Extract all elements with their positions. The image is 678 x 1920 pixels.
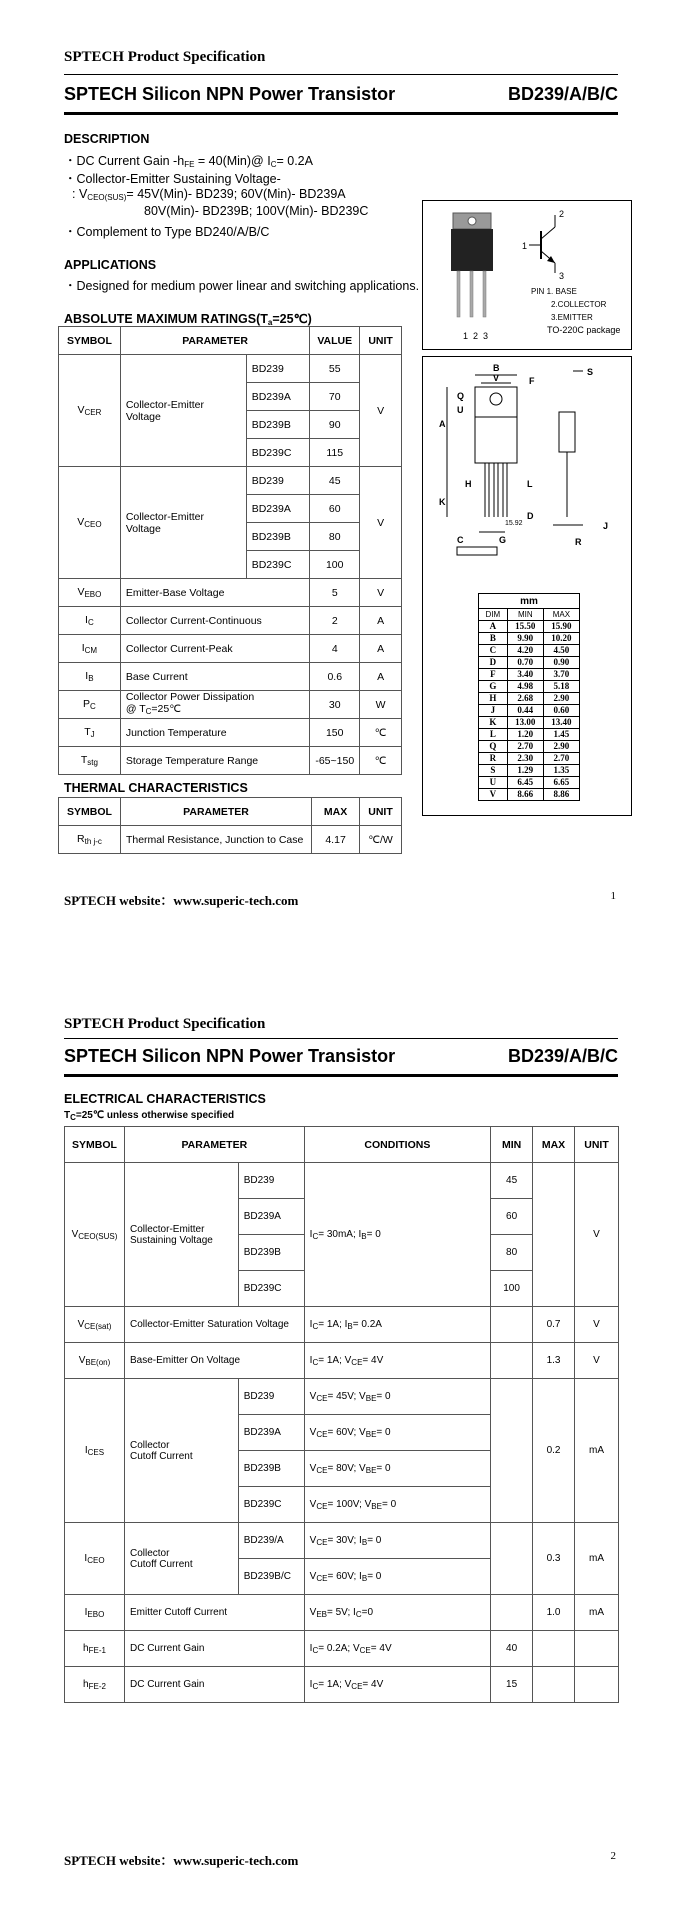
- symbol: $I_C$: [59, 607, 121, 635]
- dims-unit: mm: [479, 594, 580, 609]
- dims-row: [479, 669, 580, 681]
- header-company: SPTECH Product Specification: [64, 1016, 266, 1032]
- dim-max: 6.65: [543, 777, 579, 789]
- dims-row: [479, 765, 580, 777]
- dim-label-l: L: [527, 479, 533, 489]
- symbol: $I_{EBO}$: [65, 1595, 125, 1631]
- dim-min: 2.68: [507, 693, 543, 705]
- table-row: [59, 467, 402, 495]
- dim-label-u: U: [457, 405, 464, 415]
- value: 90: [310, 411, 360, 439]
- max-value: [533, 1667, 575, 1703]
- value: 115: [310, 439, 360, 467]
- variant: BD239B: [238, 1235, 304, 1271]
- col-unit: UNIT: [360, 798, 402, 826]
- variant: BD239/A: [238, 1523, 304, 1559]
- dim-letter: V: [479, 789, 508, 801]
- value: 100: [310, 551, 360, 579]
- value: 45: [310, 467, 360, 495]
- unit: A: [360, 663, 402, 691]
- dim-letter: D: [479, 657, 508, 669]
- mechanical-drawing-box: [422, 356, 632, 816]
- max-value: 0.7: [533, 1307, 575, 1343]
- col-unit: UNIT: [360, 327, 402, 355]
- conditions: $V_{CE}= 60V$; $I_B= 0$: [304, 1559, 490, 1595]
- variant: BD239C: [238, 1271, 304, 1307]
- table-row: [65, 1379, 619, 1415]
- dim-letter: H: [479, 693, 508, 705]
- unit: ℃/W: [360, 826, 402, 854]
- max-value: [533, 1631, 575, 1667]
- dim-max: 10.20: [543, 633, 579, 645]
- dim-min: 2.70: [507, 741, 543, 753]
- col-min: MIN: [491, 1127, 533, 1163]
- dim-letter: U: [479, 777, 508, 789]
- parameter: DC Current Gain: [124, 1667, 304, 1703]
- min-value: [491, 1379, 533, 1523]
- dims-row: [479, 729, 580, 741]
- conditions: $V_{CE}= 60V$; $V_{BE}= 0$: [304, 1415, 490, 1451]
- table-row: [65, 1307, 619, 1343]
- dim-min: 3.40: [507, 669, 543, 681]
- variant: BD239: [238, 1163, 304, 1199]
- symbol: $V_{CEO(SUS)}$: [65, 1163, 125, 1307]
- col-symbol: SYMBOL: [65, 1127, 125, 1163]
- description-line-5: ・Complement to Type BD240/A/B/C: [64, 225, 270, 239]
- min-value: 40: [491, 1631, 533, 1667]
- parameter: Collector Power Dissipation @ $T_C=25℃$: [120, 691, 310, 719]
- dim-letter: B: [479, 633, 508, 645]
- variant: BD239C: [246, 551, 310, 579]
- dim-min: 1.29: [507, 765, 543, 777]
- unit: A: [360, 635, 402, 663]
- dims-row: [479, 645, 580, 657]
- description-line-1: ・DC Current Gain $-h_{FE}$ = 40(Min)@ $I_C= 0.2A$: [64, 154, 313, 169]
- col-parameter: PARAMETER: [124, 1127, 304, 1163]
- table-row: [59, 663, 402, 691]
- table-row: [59, 607, 402, 635]
- dim-max: 13.40: [543, 717, 579, 729]
- table-row: [59, 691, 402, 719]
- value: 2: [310, 607, 360, 635]
- parameter: Thermal Resistance, Junction to Case: [120, 826, 311, 854]
- variant: BD239B: [246, 411, 310, 439]
- dim-max: 2.70: [543, 753, 579, 765]
- parameter: Collector Cutoff Current: [124, 1523, 238, 1595]
- parameter: Junction Temperature: [120, 719, 310, 747]
- dim-min: 4.98: [507, 681, 543, 693]
- dim-label-v: V: [493, 373, 500, 383]
- dim-max: 2.90: [543, 741, 579, 753]
- table-header-row: [59, 327, 402, 355]
- electrical-heading: ELECTRICAL CHARACTERISTICS: [64, 1092, 266, 1106]
- dims-row: [479, 681, 580, 693]
- table-row: [65, 1595, 619, 1631]
- table-row: [59, 747, 402, 775]
- symbol: $T_{stg}$: [59, 747, 121, 775]
- unit: V: [360, 467, 402, 579]
- dim-min: 4.20: [507, 645, 543, 657]
- dim-min: 9.90: [507, 633, 543, 645]
- dim-label-d: D: [527, 511, 534, 521]
- conditions: $V_{CE}= 30V$; $I_B= 0$: [304, 1523, 490, 1559]
- unit: [575, 1667, 619, 1703]
- parameter: Base Current: [120, 663, 310, 691]
- dim-letter: K: [479, 717, 508, 729]
- parameter: Collector Cutoff Current: [124, 1379, 238, 1523]
- parameter: Collector Current-Peak: [120, 635, 310, 663]
- package-box: [422, 200, 632, 350]
- min-value: 15: [491, 1667, 533, 1703]
- conditions: $I_C= 30mA$; $I_B= 0$: [304, 1163, 490, 1307]
- variant: BD239B: [246, 523, 310, 551]
- dims-row: [479, 753, 580, 765]
- pin-label-2: 2: [559, 209, 565, 219]
- param-vcer: Collector-Emitter Voltage: [120, 355, 246, 467]
- col-unit: UNIT: [575, 1127, 619, 1163]
- value: 55: [310, 355, 360, 383]
- variant: BD239C: [238, 1487, 304, 1523]
- dims-col-dim: DIM: [479, 609, 508, 621]
- description-line-3: : $V_{CEO(SUS)}= 45V(Min)-$ BD239; 60V(Min)- BD239A: [72, 187, 346, 202]
- dims-col-min: MIN: [507, 609, 543, 621]
- header-rule: [64, 74, 618, 75]
- header-company: SPTECH Product Specification: [64, 49, 266, 65]
- table-row: [65, 1523, 619, 1559]
- value: 4: [310, 635, 360, 663]
- value: -65~150: [310, 747, 360, 775]
- outline-drawing: [423, 357, 631, 557]
- page-2: [0, 960, 678, 1920]
- dimensions-table: [478, 593, 580, 801]
- parameter: Collector-Emitter Saturation Voltage: [124, 1307, 304, 1343]
- table-header-row: [59, 798, 402, 826]
- dims-row: [479, 621, 580, 633]
- dim-max: 2.90: [543, 693, 579, 705]
- dim-max: 5.18: [543, 681, 579, 693]
- conditions: $I_C= 1A$; $V_{CE}= 4V$: [304, 1667, 490, 1703]
- dim-min: 15.50: [507, 621, 543, 633]
- dims-row: [479, 789, 580, 801]
- max-value: 0.2: [533, 1379, 575, 1523]
- col-parameter: PARAMETER: [120, 798, 311, 826]
- table-header-row: [65, 1127, 619, 1163]
- title-rule: [64, 1074, 618, 1077]
- table-row: [65, 1667, 619, 1703]
- min-value: [491, 1343, 533, 1379]
- pin-legend: PIN 1. BASE 2.COLLECTOR 3.EMITTER TO-220C package: [531, 287, 621, 335]
- dims-row: [479, 741, 580, 753]
- value: 0.6: [310, 663, 360, 691]
- page-number: 2: [610, 1850, 616, 1862]
- table-row: [59, 826, 402, 854]
- conditions: $V_{EB}= 5V$; $I_C=0$: [304, 1595, 490, 1631]
- symbol: $h_{FE-2}$: [65, 1667, 125, 1703]
- parameter: Emitter-Base Voltage: [120, 579, 310, 607]
- dim-letter: C: [479, 645, 508, 657]
- thermal-heading: THERMAL CHARACTERISTICS: [64, 781, 248, 795]
- variant: BD239A: [238, 1415, 304, 1451]
- parameter: Collector-Emitter Sustaining Voltage: [124, 1163, 238, 1307]
- symbol: $I_{CES}$: [65, 1379, 125, 1523]
- value: 150: [310, 719, 360, 747]
- applications-heading: APPLICATIONS: [64, 258, 157, 272]
- table-row: [59, 355, 402, 383]
- dim-min: 8.66: [507, 789, 543, 801]
- dim-letter: F: [479, 669, 508, 681]
- conditions: $V_{CE}= 45V$; $V_{BE}= 0$: [304, 1379, 490, 1415]
- dim-label-b: B: [493, 363, 500, 373]
- symbol: $I_{CEO}$: [65, 1523, 125, 1595]
- table-row: [65, 1163, 619, 1199]
- max-value: 1.3: [533, 1343, 575, 1379]
- min-value: 100: [491, 1271, 533, 1307]
- unit: mA: [575, 1379, 619, 1523]
- dims-col-max: MAX: [543, 609, 579, 621]
- table-row: [59, 635, 402, 663]
- col-max: MAX: [312, 798, 360, 826]
- dims-row: [479, 717, 580, 729]
- table-row: [59, 719, 402, 747]
- variant: BD239B/C: [238, 1559, 304, 1595]
- dim-label-j: J: [603, 521, 609, 531]
- unit: V: [360, 579, 402, 607]
- dim-min: 13.00: [507, 717, 543, 729]
- symbol: $V_{CE(sat)}$: [65, 1307, 125, 1343]
- dims-row: [479, 693, 580, 705]
- dim-max: 0.60: [543, 705, 579, 717]
- dim-label-g: G: [499, 535, 507, 545]
- variant: BD239A: [238, 1199, 304, 1235]
- symbol-vcer: $V_{CER}$: [59, 355, 121, 467]
- parameter: Collector Current-Continuous: [120, 607, 310, 635]
- pin-label-3: 3: [559, 271, 565, 281]
- dim-min: 0.70: [507, 657, 543, 669]
- footer-website: SPTECH website：www.superic-tech.com: [64, 1853, 299, 1868]
- variant: BD239A: [246, 383, 310, 411]
- symbol: $I_B$: [59, 663, 121, 691]
- dim-max: 1.35: [543, 765, 579, 777]
- description-line-4: 80V(Min)- BD239B; 100V(Min)- BD239C: [144, 204, 369, 218]
- dims-row: [479, 633, 580, 645]
- dim-letter: J: [479, 705, 508, 717]
- conditions: $I_C= 0.2A$; $V_{CE}= 4V$: [304, 1631, 490, 1667]
- thermal-table: [58, 797, 402, 854]
- dim-max: 4.50: [543, 645, 579, 657]
- min-value: [491, 1307, 533, 1343]
- conditions: $V_{CE}= 80V$; $V_{BE}= 0$: [304, 1451, 490, 1487]
- header-rule: [64, 1038, 618, 1039]
- unit: ℃: [360, 747, 402, 775]
- parameter: Base-Emitter On Voltage: [124, 1343, 304, 1379]
- max-value: 1.0: [533, 1595, 575, 1631]
- symbol: $h_{FE-1}$: [65, 1631, 125, 1667]
- dim-max: 1.45: [543, 729, 579, 741]
- unit: mA: [575, 1523, 619, 1595]
- symbol: $R_{th j-c}$: [59, 826, 121, 854]
- value: 80: [310, 523, 360, 551]
- table-row: [65, 1343, 619, 1379]
- electrical-subheading: $T_C=25℃$ unless otherwise specified: [64, 1110, 235, 1122]
- value: 5: [310, 579, 360, 607]
- min-value: 45: [491, 1163, 533, 1199]
- dim-min: 2.30: [507, 753, 543, 765]
- description-heading: DESCRIPTION: [64, 132, 150, 146]
- footer-website: SPTECH website：www.superic-tech.com: [64, 893, 299, 908]
- dims-row: [479, 657, 580, 669]
- dims-row: [479, 705, 580, 717]
- variant: BD239B: [238, 1451, 304, 1487]
- unit: V: [575, 1163, 619, 1307]
- min-value: 60: [491, 1199, 533, 1235]
- col-conditions: CONDITIONS: [304, 1127, 490, 1163]
- dim-letter: L: [479, 729, 508, 741]
- col-symbol: SYMBOL: [59, 327, 121, 355]
- unit: mA: [575, 1595, 619, 1631]
- parameter: DC Current Gain: [124, 1631, 304, 1667]
- unit: A: [360, 607, 402, 635]
- dim-label-q: Q: [457, 391, 465, 401]
- value: 30: [310, 691, 360, 719]
- page-number: 1: [610, 890, 616, 902]
- unit: ℃: [360, 719, 402, 747]
- conditions: $V_{CE}= 100V$; $V_{BE}= 0$: [304, 1487, 490, 1523]
- col-symbol: SYMBOL: [59, 798, 121, 826]
- symbol: $T_J$: [59, 719, 121, 747]
- part-number: BD239/A/B/C: [507, 84, 618, 104]
- dims-row: [479, 777, 580, 789]
- symbol: $I_{CM}$: [59, 635, 121, 663]
- dim-label-c: C: [457, 535, 464, 545]
- variant: BD239: [238, 1379, 304, 1415]
- dim-max: 15.90: [543, 621, 579, 633]
- unit: V: [575, 1307, 619, 1343]
- col-max: MAX: [533, 1127, 575, 1163]
- variant: BD239C: [246, 439, 310, 467]
- pin-label-1: 1: [522, 241, 528, 251]
- part-number: BD239/A/B/C: [507, 1046, 618, 1066]
- value: 4.17: [312, 826, 360, 854]
- pin-numbers: 1 2 3: [463, 331, 489, 341]
- dim-max: 3.70: [543, 669, 579, 681]
- description-line-2: ・Collector-Emitter Sustaining Voltage-: [64, 172, 281, 186]
- page-title: SPTECH Silicon NPN Power Transistor: [64, 84, 396, 104]
- symbol: $V_{BE(on)}$: [65, 1343, 125, 1379]
- abs-max-heading: ABSOLUTE MAXIMUM $RATINGS(T_a=25℃)$: [64, 312, 312, 327]
- max-value: 0.3: [533, 1523, 575, 1595]
- table-row: [59, 579, 402, 607]
- symbol-vceo: $V_{CEO}$: [59, 467, 121, 579]
- col-value: VALUE: [310, 327, 360, 355]
- title-rule: [64, 112, 618, 115]
- dim-max: 8.86: [543, 789, 579, 801]
- parameter: Storage Temperature Range: [120, 747, 310, 775]
- dim-note: 15.92: [505, 520, 523, 527]
- min-value: [491, 1595, 533, 1631]
- dim-letter: Q: [479, 741, 508, 753]
- unit: W: [360, 691, 402, 719]
- dim-min: 6.45: [507, 777, 543, 789]
- electrical-table: [64, 1126, 619, 1703]
- dim-letter: S: [479, 765, 508, 777]
- dim-letter: G: [479, 681, 508, 693]
- symbol: $P_C$: [59, 691, 121, 719]
- dim-label-r: R: [575, 537, 582, 547]
- value: 60: [310, 495, 360, 523]
- parameter: Emitter Cutoff Current: [124, 1595, 304, 1631]
- dim-label-k: K: [439, 497, 446, 507]
- unit: [575, 1631, 619, 1667]
- symbol: $V_{EBO}$: [59, 579, 121, 607]
- conditions: $I_C= 1A$; $I_B= 0.2A$: [304, 1307, 490, 1343]
- table-row: [65, 1631, 619, 1667]
- page-title: SPTECH Silicon NPN Power Transistor: [64, 1046, 396, 1066]
- unit: V: [575, 1343, 619, 1379]
- unit: V: [360, 355, 402, 467]
- min-value: [491, 1523, 533, 1595]
- param-vceo: Collector-Emitter Voltage: [120, 467, 246, 579]
- applications-line-1: ・Designed for medium power linear and switching applications.: [64, 279, 420, 293]
- value: 70: [310, 383, 360, 411]
- variant: BD239: [246, 355, 310, 383]
- dim-label-h: H: [465, 479, 472, 489]
- dim-label-a: A: [439, 419, 446, 429]
- dim-letter: A: [479, 621, 508, 633]
- dim-min: 1.20: [507, 729, 543, 741]
- max-value: [533, 1163, 575, 1307]
- dim-label-s: S: [587, 367, 594, 377]
- dim-max: 0.90: [543, 657, 579, 669]
- dim-letter: R: [479, 753, 508, 765]
- conditions: $I_C= 1A$; $V_{CE}= 4V$: [304, 1343, 490, 1379]
- variant: BD239: [246, 467, 310, 495]
- col-parameter: PARAMETER: [120, 327, 310, 355]
- dim-label-f: F: [529, 376, 535, 386]
- abs-max-table: [58, 326, 402, 775]
- dim-min: 0.44: [507, 705, 543, 717]
- variant: BD239A: [246, 495, 310, 523]
- min-value: 80: [491, 1235, 533, 1271]
